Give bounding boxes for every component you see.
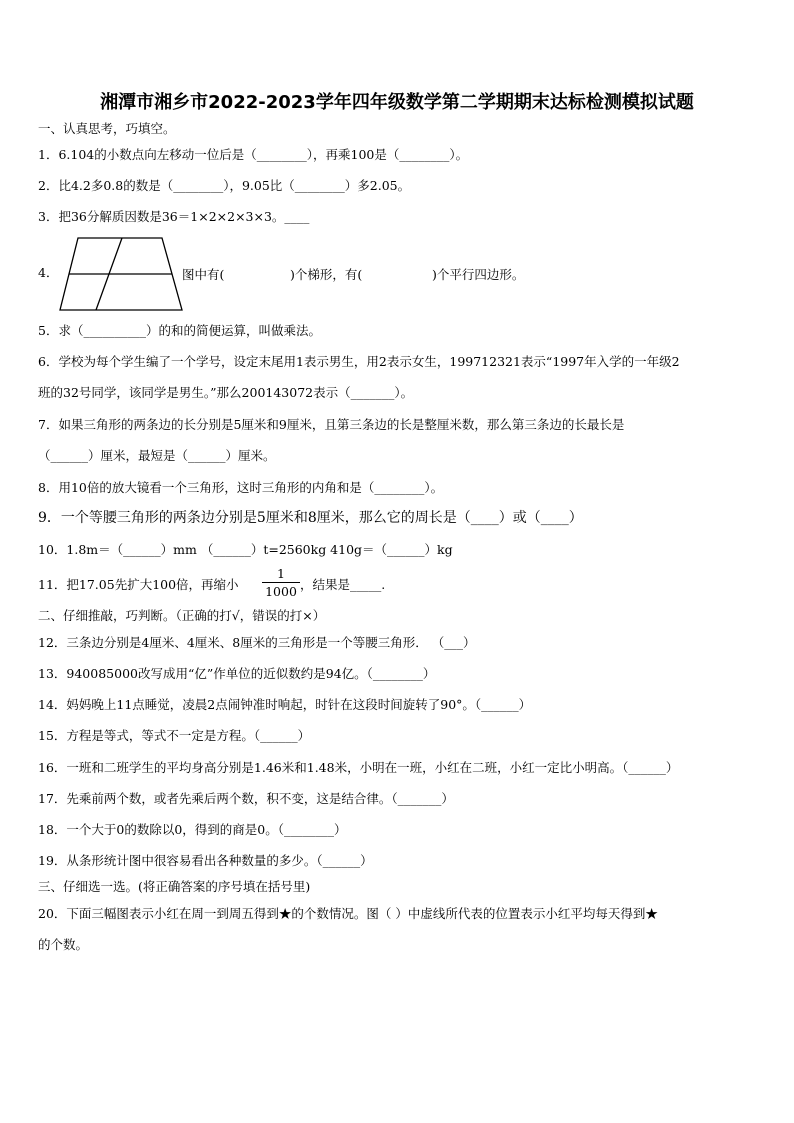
question-1: 1．6.104的小数点向左移动一位后是（________），再乘100是（________）。 bbox=[38, 147, 469, 162]
question-4-number: 4． bbox=[38, 265, 59, 280]
fraction-denominator: 1000 bbox=[265, 584, 297, 599]
question-11-text-b: ，结果是_____. bbox=[300, 577, 386, 592]
question-7-line-2: （______）厘米，最短是（______）厘米。 bbox=[38, 448, 276, 463]
question-13: 13．940085000改写成用“亿”作单位的近似数约是94亿。（________） bbox=[38, 666, 436, 681]
fraction-numerator: 1 bbox=[262, 566, 300, 583]
question-4-text-b: )个梯形，有( bbox=[290, 267, 363, 282]
question-15: 15．方程是等式，等式不一定是方程。（______） bbox=[38, 728, 311, 743]
question-5: 5．求（__________）的和的简便运算，叫做乘法。 bbox=[38, 323, 321, 338]
question-7-line-1: 7．如果三角形的两条边的长分别是5厘米和9厘米，且第三条边的长是整厘米数，那么第三条边的长最长是 bbox=[38, 417, 625, 432]
question-3: 3．把36分解质因数是36＝1×2×2×3×3。____ bbox=[38, 209, 310, 224]
question-16: 16．一班和二班学生的平均身高分别是1.46米和1.48米，小明在一班，小红在二班，小红一定比小明高。（______） bbox=[38, 760, 679, 775]
question-10: 10．1.8m＝（______）mm （______）t=2560kg 410g＝（______）kg bbox=[38, 542, 453, 557]
question-17: 17．先乘前两个数，或者先乘后两个数，积不变，这是结合律。（_______） bbox=[38, 791, 454, 806]
question-2: 2．比4.2多0.8的数是（________），9.05比（________）多2.05。 bbox=[38, 178, 411, 193]
question-8: 8．用10倍的放大镜看一个三角形，这时三角形的内角和是（________）。 bbox=[38, 480, 444, 495]
question-14: 14．妈妈晚上11点睡觉，凌晨2点闹钟准时响起，时针在这段时间旋转了90°。（______） bbox=[38, 697, 532, 712]
section-heading-1: 一、认真思考，巧填空。 bbox=[38, 121, 176, 136]
question-20-line-1: 20．下面三幅图表示小红在周一到周五得到★的个数情况。图（ ）中虚线所代表的位置表示小红平均每天得到★ bbox=[38, 906, 658, 921]
page-title: 湘潭市湘乡市2022-2023学年四年级数学第二学期期末达标检测模拟试题 bbox=[100, 92, 694, 113]
section-heading-2: 二、仔细推敲，巧判断。（正确的打√，错误的打×） bbox=[38, 608, 326, 623]
question-9: 9．一个等腰三角形的两条边分别是5厘米和8厘米，那么它的周长是（____）或（____） bbox=[38, 510, 583, 526]
question-12: 12．三条边分别是4厘米、4厘米、8厘米的三角形是一个等腰三角形． （___） bbox=[38, 635, 476, 650]
question-18: 18．一个大于0的数除以0，得到的商是0。（________） bbox=[38, 822, 347, 837]
question-19: 19．从条形统计图中很容易看出各种数量的多少。（______） bbox=[38, 853, 373, 868]
question-11-fraction bbox=[262, 566, 300, 599]
question-20-line-2: 的个数。 bbox=[38, 937, 89, 952]
trapezoid-figure bbox=[58, 236, 184, 312]
question-4-text-a: 图中有( bbox=[182, 267, 225, 282]
question-11-text-a: 11．把17.05先扩大100倍，再缩小 bbox=[38, 577, 239, 592]
section-heading-3: 三、仔细选一选。(将正确答案的序号填在括号里) bbox=[38, 879, 311, 894]
question-4-text-c: )个平行四边形。 bbox=[432, 267, 525, 282]
question-6-line-2: 班的32号同学，该同学是男生。”那么200143072表示（_______）。 bbox=[38, 385, 414, 400]
question-6-line-1: 6．学校为每个学生编了一个学号，设定末尾用1表示男生，用2表示女生，199712321表示“1997年入学的一年级2 bbox=[38, 354, 680, 369]
